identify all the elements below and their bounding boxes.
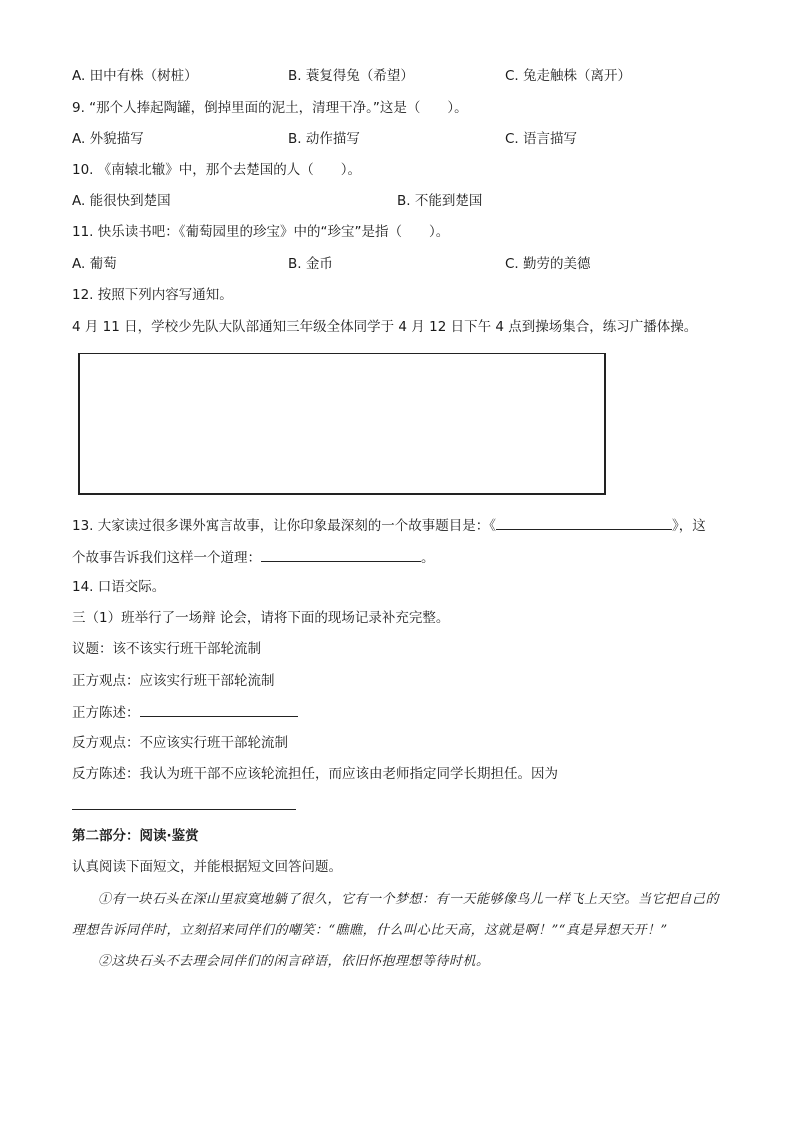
- q11-option-b: B. 金币: [288, 256, 333, 272]
- q13-lesson-blank[interactable]: [261, 547, 421, 562]
- reading-paragraph-2: ②这块石头不去理会同伴们的闲言碎语，依旧怀抱理想等待时机。: [98, 954, 490, 969]
- reading-passage: [72, 884, 722, 977]
- q8-option-a: A. 田中有株（树桩）: [72, 68, 198, 84]
- notice-answer-box[interactable]: [78, 353, 606, 495]
- q14-intro: 三（1）班举行了一场辩 论会，请将下面的现场记录补充完整。: [72, 610, 450, 626]
- q10-option-a: A. 能很快到楚国: [72, 193, 171, 209]
- q9-option-a: A. 外貌描写: [72, 131, 144, 147]
- q8-option-c: C. 兔走触株（离开）: [505, 68, 632, 84]
- q14-con-statement: 反方陈述：我认为班干部不应该轮流担任，而应该由老师指定同学长期担任。因为: [72, 766, 558, 782]
- part2-instruction: 认真阅读下面短文，并能根据短文回答问题。: [72, 859, 342, 875]
- q13-text-1: 13. 大家读过很多课外寓言故事，让你印象最深刻的一个故事题目是：《: [72, 518, 497, 534]
- q9-question: 9. “那个人捧起陶罐，倒掉里面的泥土，清理干净。”这是（ ）。: [72, 100, 468, 116]
- q14-pro-view: 正方观点：应该实行班干部轮流制: [72, 673, 275, 689]
- q14-con-statement-blank[interactable]: [72, 795, 296, 810]
- q10-option-b: B. 不能到楚国: [397, 193, 483, 209]
- q13-line-2: [72, 547, 435, 568]
- q14-pro-statement-line: [72, 702, 298, 723]
- reading-paragraph-1: ①有一块石头在深山里寂寞地躺了很久，它有一个梦想：有一天能够像鸟儿一样飞上天空。当它把自己的理想告诉同伴时，立刻招来同伴们的嘲笑：“瞧瞧，什么叫心比天高，这就是啊！”“真是异想天开！”: [72, 892, 720, 938]
- q11-question: 11. 快乐读书吧：《葡萄园里的珍宝》中的“珍宝”是指（ ）。: [72, 224, 450, 240]
- q14-pro-statement-label: 正方陈述：: [72, 705, 140, 721]
- q11-option-a: A. 葡萄: [72, 256, 117, 272]
- q13-title-blank[interactable]: [496, 515, 672, 530]
- q13-text-2: 》，这: [672, 518, 706, 534]
- q8-option-b: B. 蓑复得兔（希望）: [288, 68, 414, 84]
- q9-option-b: B. 动作描写: [288, 131, 360, 147]
- q9-option-c: C. 语言描写: [505, 131, 578, 147]
- part2-heading: 第二部分：阅读·鉴赏: [72, 828, 199, 844]
- q12-question: 12. 按照下列内容写通知。: [72, 287, 233, 303]
- q13-text-3: 个故事告诉我们这样一个道理：: [72, 550, 261, 566]
- q14-con-statement-line: [72, 795, 296, 816]
- q10-question: 10. 《南辕北辙》中，那个去楚国的人（ ）。: [72, 162, 362, 178]
- q11-option-c: C. 勤劳的美德: [505, 256, 591, 272]
- q14-topic: 议题：该不该实行班干部轮流制: [72, 641, 261, 657]
- q14-pro-statement-blank[interactable]: [140, 702, 298, 717]
- q13-text-4: 。: [421, 550, 435, 566]
- q12-prompt: 4 月 11 日，学校少先队大队部通知三年级全体同学于 4 月 12 日下午 4 点到操场集合，练习广播体操。: [72, 319, 698, 335]
- q14-con-view: 反方观点：不应该实行班干部轮流制: [72, 735, 288, 751]
- q13-line-1: [72, 515, 706, 536]
- q14-question: 14. 口语交际。: [72, 579, 166, 595]
